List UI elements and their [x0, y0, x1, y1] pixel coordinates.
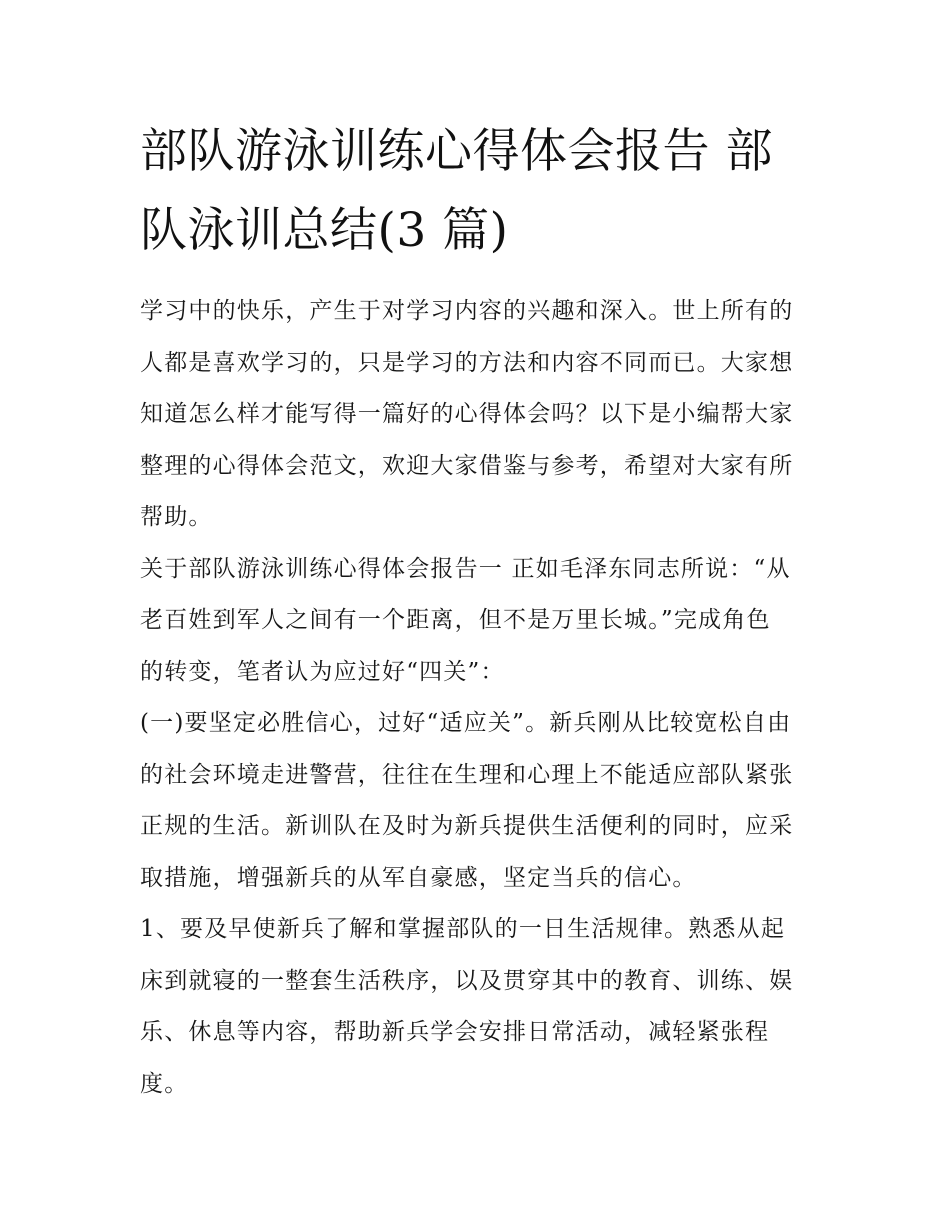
text-line: 取措施，增强新兵的从军自豪感，坚定当兵的信心。 [140, 864, 697, 891]
text-line: 帮助。 [140, 504, 213, 530]
title-line-2: 队泳训总结(3 篇) [140, 203, 509, 258]
document-body [140, 286, 820, 1110]
text-line: 正规的生活。新训队在及时为新兵提供生活便利的同时，应采 [140, 813, 794, 839]
text-line: 知道怎么样才能写得一篇好的心得体会吗？以下是小编帮大家 [140, 401, 794, 427]
text-line: 人都是喜欢学习的，只是学习的方法和内容不同而已。大家想 [140, 349, 794, 376]
text-line: 度。 [140, 1070, 189, 1097]
text-line: 的社会环境走进警营，往往在生理和心理上不能适应部队紧张 [140, 761, 794, 788]
text-line: 1、要及早使新兵了解和掌握部队的一日生活规律。熟悉从起 [140, 916, 786, 942]
text-line: 学习中的快乐，产生于对学习内容的兴趣和深入。世上所有的 [140, 298, 794, 324]
text-line: (一)要坚定必胜信心，过好“适应关”。新兵刚从比较宽松自由 [140, 710, 792, 736]
document-title [140, 112, 820, 270]
section-one-paragraph [140, 698, 820, 904]
item-one-paragraph [140, 904, 820, 1110]
text-line: 整理的心得体会范文，欢迎大家借鉴与参考，希望对大家有所 [140, 452, 794, 479]
text-line: 乐、休息等内容，帮助新兵学会安排日常活动，减轻紧张程 [140, 1019, 770, 1045]
text-line: 关于部队游泳训练心得体会报告一 正如毛泽东同志所说：“从 [140, 555, 791, 582]
title-line-1: 部队游泳训练心得体会报告 部 [140, 124, 773, 179]
text-line: 的转变，笔者认为应过好“四关”： [140, 658, 505, 685]
report-one-paragraph [140, 544, 820, 699]
text-line: 床到就寝的一整套生活秩序，以及贯穿其中的教育、训练、娱 [140, 967, 794, 994]
text-line: 老百姓到军人之间有一个距离，但不是万里长城。”完成角色 [140, 607, 771, 633]
intro-paragraph [140, 286, 820, 544]
document-content [140, 112, 820, 1110]
